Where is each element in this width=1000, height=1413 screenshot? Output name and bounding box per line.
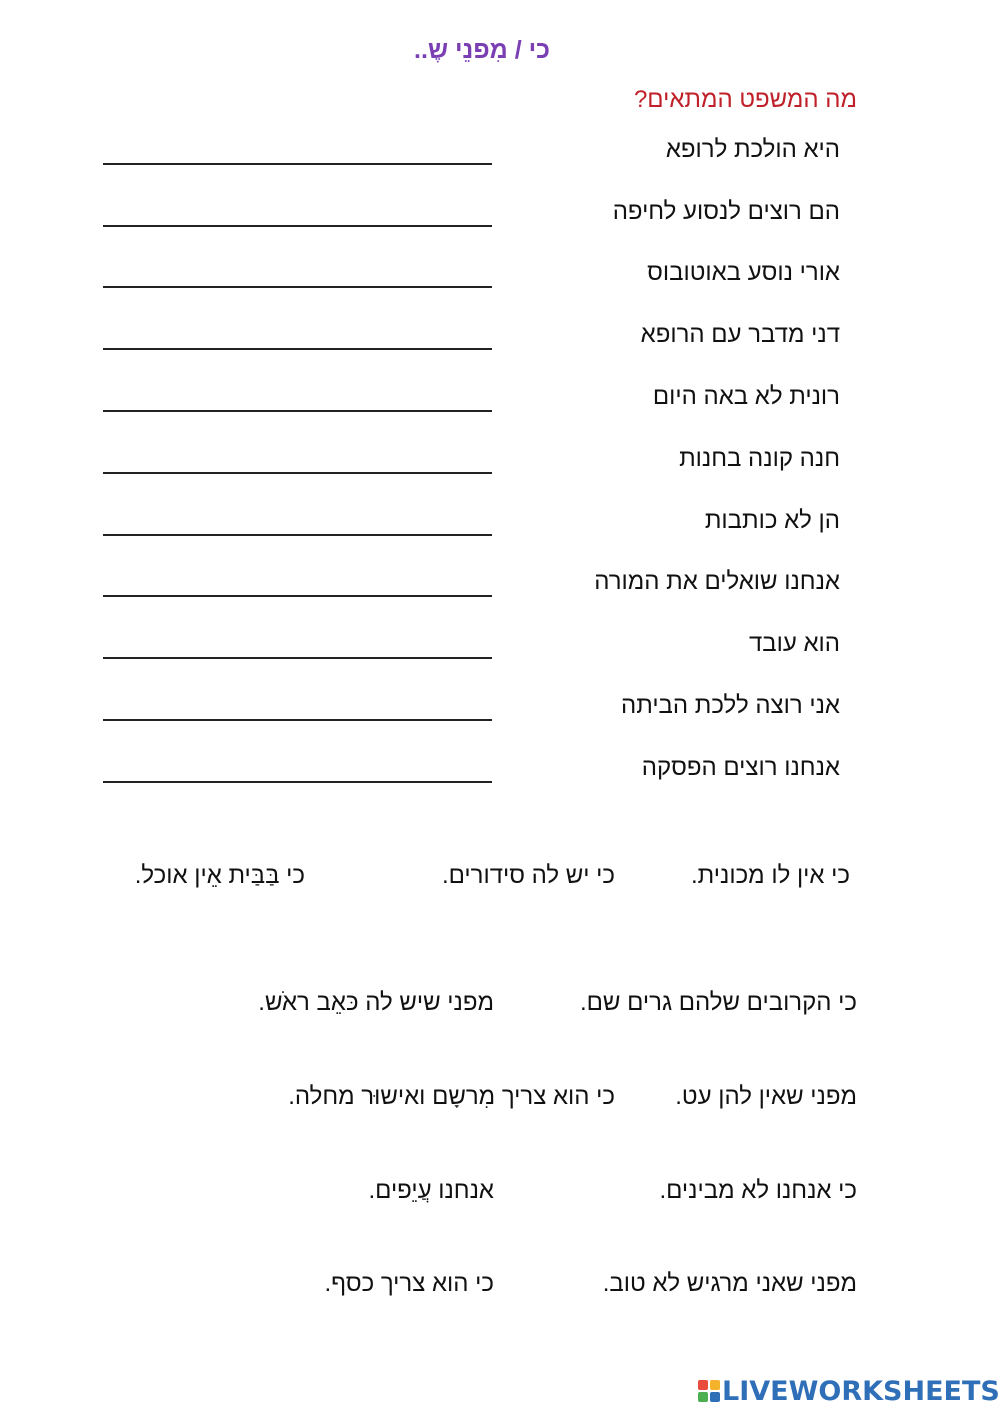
answer-blank[interactable]	[103, 534, 492, 536]
answer-blank[interactable]	[103, 410, 492, 412]
sentence-text: הוא עובד	[748, 630, 840, 657]
answer-option[interactable]: כי אנחנו לא מבינים.	[659, 1177, 857, 1204]
sentence-text: רונית לא באה היום	[652, 383, 840, 410]
sentence-row	[0, 259, 1000, 299]
answer-option[interactable]: מפני שאין להן עט.	[675, 1083, 857, 1110]
sentence-row	[0, 568, 1000, 608]
answer-option[interactable]: כי הוא צריך מִרשָם ואישוּר מחלה.	[288, 1083, 615, 1110]
answer-blank[interactable]	[103, 719, 492, 721]
logo-text: LIVEWORKSHEETS	[722, 1376, 1000, 1407]
sentence-row	[0, 445, 1000, 485]
sentence-row	[0, 136, 1000, 176]
sentence-text: אנחנו רוצים הפסקה	[641, 754, 840, 781]
sentence-text: הן לא כותבות	[704, 507, 840, 534]
sentence-text: דני מדבר עם הרופא	[640, 321, 840, 348]
answer-option[interactable]: מפני שיש לה כּאֵב ראֹש.	[258, 989, 494, 1016]
sentence-row	[0, 383, 1000, 423]
answer-option[interactable]: כי אין לו מכונית.	[691, 862, 850, 889]
answer-option[interactable]: כי יש לה סידורים.	[441, 862, 615, 889]
answer-option[interactable]: כי הקרובים שלהם גרים שם.	[579, 989, 857, 1016]
sentence-text: אנחנו שואלים את המורה	[594, 568, 840, 595]
sentence-row	[0, 507, 1000, 547]
sentence-row	[0, 630, 1000, 670]
answer-blank[interactable]	[103, 286, 492, 288]
answer-blank[interactable]	[103, 657, 492, 659]
answer-option[interactable]: כי בַּבַּית אֵין אוכל.	[134, 862, 305, 889]
answer-option[interactable]: מפני שאני מרגיש לא טוב.	[602, 1270, 857, 1297]
sentence-row	[0, 321, 1000, 361]
sentence-text: אני רוצה ללכת הביתה	[621, 692, 840, 719]
sentence-row	[0, 692, 1000, 732]
sentence-row	[0, 754, 1000, 794]
answer-blank[interactable]	[103, 472, 492, 474]
answer-blank[interactable]	[103, 781, 492, 783]
sentence-text: היא הולכת לרופא	[665, 136, 840, 163]
liveworksheets-mark-icon	[698, 1380, 720, 1402]
answer-blank[interactable]	[103, 595, 492, 597]
answer-option[interactable]: כי הוא צריך כסף.	[324, 1270, 494, 1297]
worksheet-title: כי / מִפנֵי שֶ..	[414, 36, 550, 64]
sentence-text: אורי נוסע באוטובוס	[647, 259, 840, 286]
answer-blank[interactable]	[103, 163, 492, 165]
liveworksheets-logo	[698, 1376, 1000, 1407]
sentence-text: הם רוצים לנסוע לחיפה	[612, 198, 840, 225]
instruction-text: מה המשפט המתאים?	[633, 86, 857, 113]
sentence-row	[0, 198, 1000, 238]
answer-blank[interactable]	[103, 348, 492, 350]
answer-blank[interactable]	[103, 225, 492, 227]
sentence-text: חנה קונה בחנות	[679, 445, 840, 472]
answer-option[interactable]: אנחנו עֲיֵפים.	[368, 1177, 494, 1204]
